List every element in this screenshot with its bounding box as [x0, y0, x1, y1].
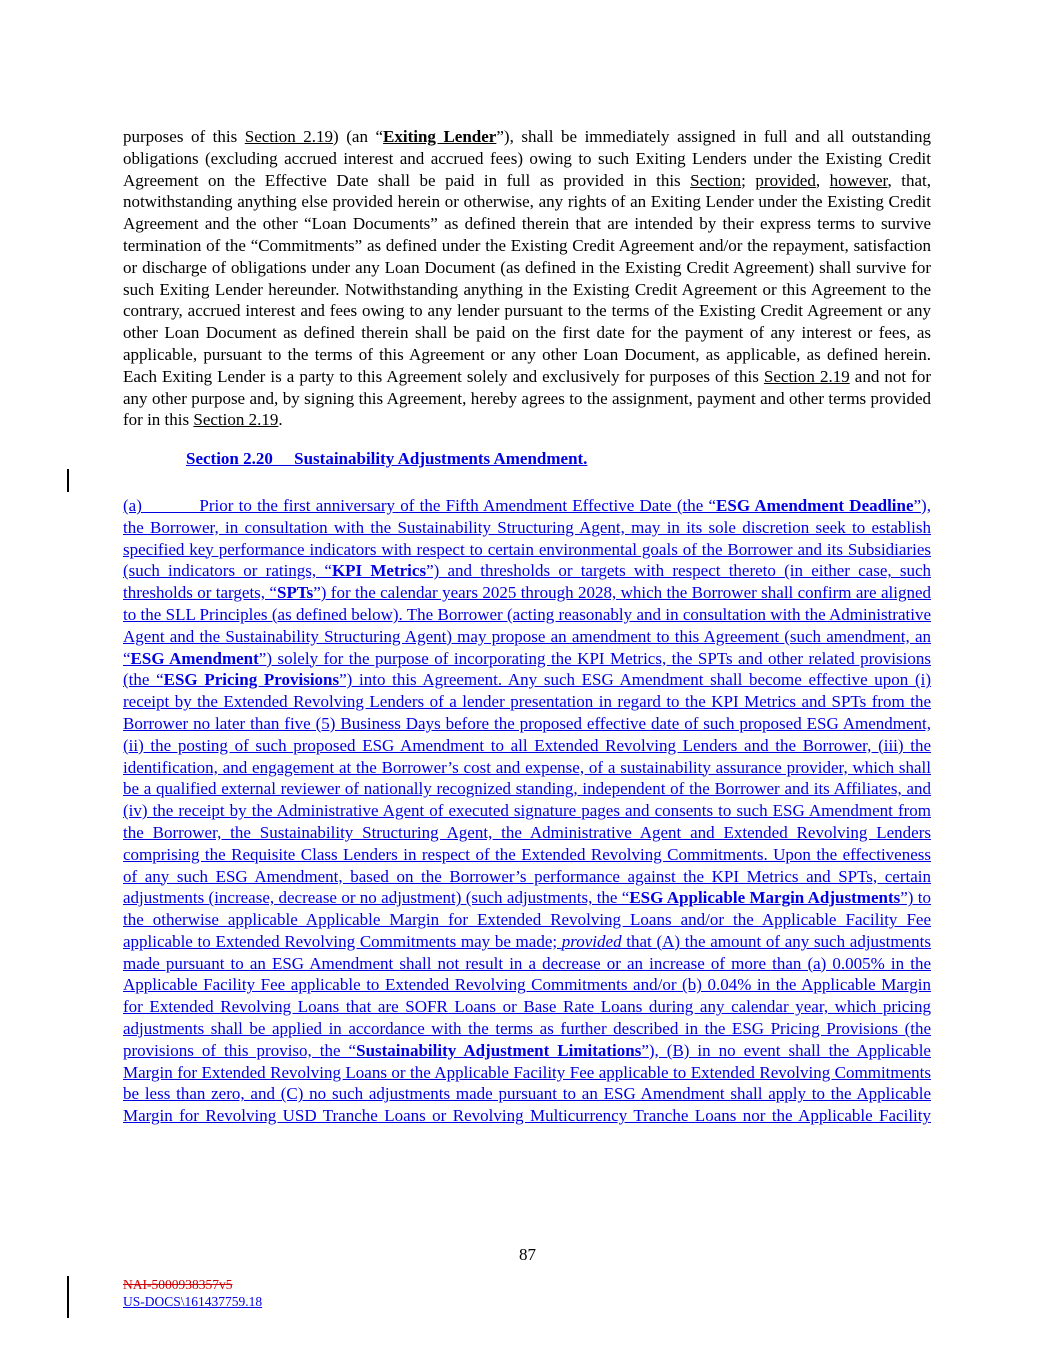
footer-doc-id-deleted: NAI-5000938357v5 — [123, 1277, 233, 1292]
paragraph-2-20-a: (a) Prior to the first anniversary of the Fifth Amendment Effective Date (the “ESG Amendment Deadline”), the Borrower, in consultation with the Sustainability Structuring Agent, may in its sole discretion seek to establish specified key performance indicators with respect to certain environmental goals of the Borrower and its Subsidiaries (such indicators or ratings, “KPI Metrics”) and thresholds or targets with respect thereto (in either case, such thresholds or targets, “SPTs”) for the calendar years 2025 through 2028, which the Borrower shall confirm are aligned to the SLL Principles (as defined below). The Borrower (acting reasonably and in consultation with the Administrative Agent and the Sustainability Structuring Agent) may propose an amendment to this Agreement (such amendment, an “ESG Amendment”) solely for the purpose of incorporating the KPI Metrics, the SPTs and other related provisions (the “ESG Pricing Provisions”) into this Agreement. Any such ESG Amendment shall become effective upon (i) receipt by the Extended Revolving Lenders of a lender presentation in regard to the KPI Metrics and SPTs from the Borrower no later than five (5) Business Days before the proposed effective date of such proposed ESG Amendment, (ii) the posting of such proposed ESG Amendment to all Extended Revolving Lenders and the Borrower, (iii) the identification, and engagement at the Borrower’s cost and expense, of a sustainability assurance provider, which shall be a qualified external reviewer of nationally recognized standing, independent of the Borrower and its Affiliates, and (iv) the receipt by the Administrative Agent of executed signature pages and consents to such ESG Amendment from the Borrower, the Sustainability Structuring Agent, the Administrative Agent and Extended Revolving Lenders comprising the Requisite Class Lenders in respect of the Extended Revolving Commitments. Upon the effectiveness of any such ESG Amendment, based on the Borrower’s performance against the KPI Metrics and SPTs, certain adjustments (increase, decrease or no adjustment) (such adjustments, the “ESG Applicable Margin Adjustments”) to the otherwise applicable Applicable Margin for Extended Revolving Loans and/or the Applicable Facility Fee applicable to Extended Revolving Commitments may be made; provided that (A) the amount of any such adjustments made pursuant to an ESG Amendment shall not result in a decrease or an increase of more than (a) 0.005% in the Applicable Facility Fee applicable to Extended Revolving Commitments and/or (b) 0.04% in the Applicable Margin for Extended Revolving Loans that are SOFR Loans or Base Rate Loans during any calendar year, which pricing adjustments shall be applied in accordance with the terms as further described in the ESG Pricing Provisions (the provisions of this proviso, the “Sustainability Adjustment Limitations”), (B) in no event shall the Applicable Margin for Extended Revolving Loans or the Applicable Facility Fee applicable to Extended Revolving Commitments be less than zero, and (C) no such adjustments made pursuant to an ESG Amendment shall apply to the Applicable Margin for Revolving USD Tranche Loans or Revolving Multicurrency Tranche Loans nor the Applicable Facility — [123, 495, 932, 1126]
page-body — [123, 126, 931, 1127]
footer-doc-ids — [123, 1276, 262, 1310]
paragraph-section-2-19-continuation: purposes of this Section 2.19) (an “Exiting Lender”), shall be immediately assigned in full and all outstanding obligations (excluding accrued interest and accrued fees) owing to such Exiting Lenders under the Existing Credit Agreement on the Effective Date shall be paid in full as provided in this Section; provided, however, that, notwithstanding anything else provided herein or otherwise, any rights of an Exiting Lender under the Existing Credit Agreement and the other “Loan Documents” as defined therein that are intended by their express terms to survive termination of the “Commitments” as defined under the Existing Credit Agreement and/or the repayment, satisfaction or discharge of obligations under any Loan Document (as defined in the Existing Credit Agreement) shall survive for such Exiting Lender hereunder. Notwithstanding anything in the Existing Credit Agreement or this Agreement to the contrary, accrued interest and fees owing to any lender pursuant to the terms of the Existing Credit Agreement or any other Loan Document as defined therein shall be paid on the first date for the payment of any interest or fees, as applicable, pursuant to the terms of this Agreement or any other Loan Document, as applicable, as defined herein. Each Exiting Lender is a party to this Agreement solely and exclusively for purposes of this Section 2.19 and not for any other purpose and, by signing this Agreement, hereby agrees to the assignment, payment and other terms provided for in this Section 2.19. — [123, 127, 931, 430]
revision-change-bar-heading — [67, 469, 69, 492]
section-2-20-heading: Section 2.20 Sustainability Adjustments Amendment. — [186, 449, 588, 469]
page-number: 87 — [519, 1245, 536, 1264]
revision-change-bar-footer — [67, 1276, 69, 1318]
footer-doc-id-inserted: US-DOCS\161437759.18 — [123, 1294, 263, 1309]
